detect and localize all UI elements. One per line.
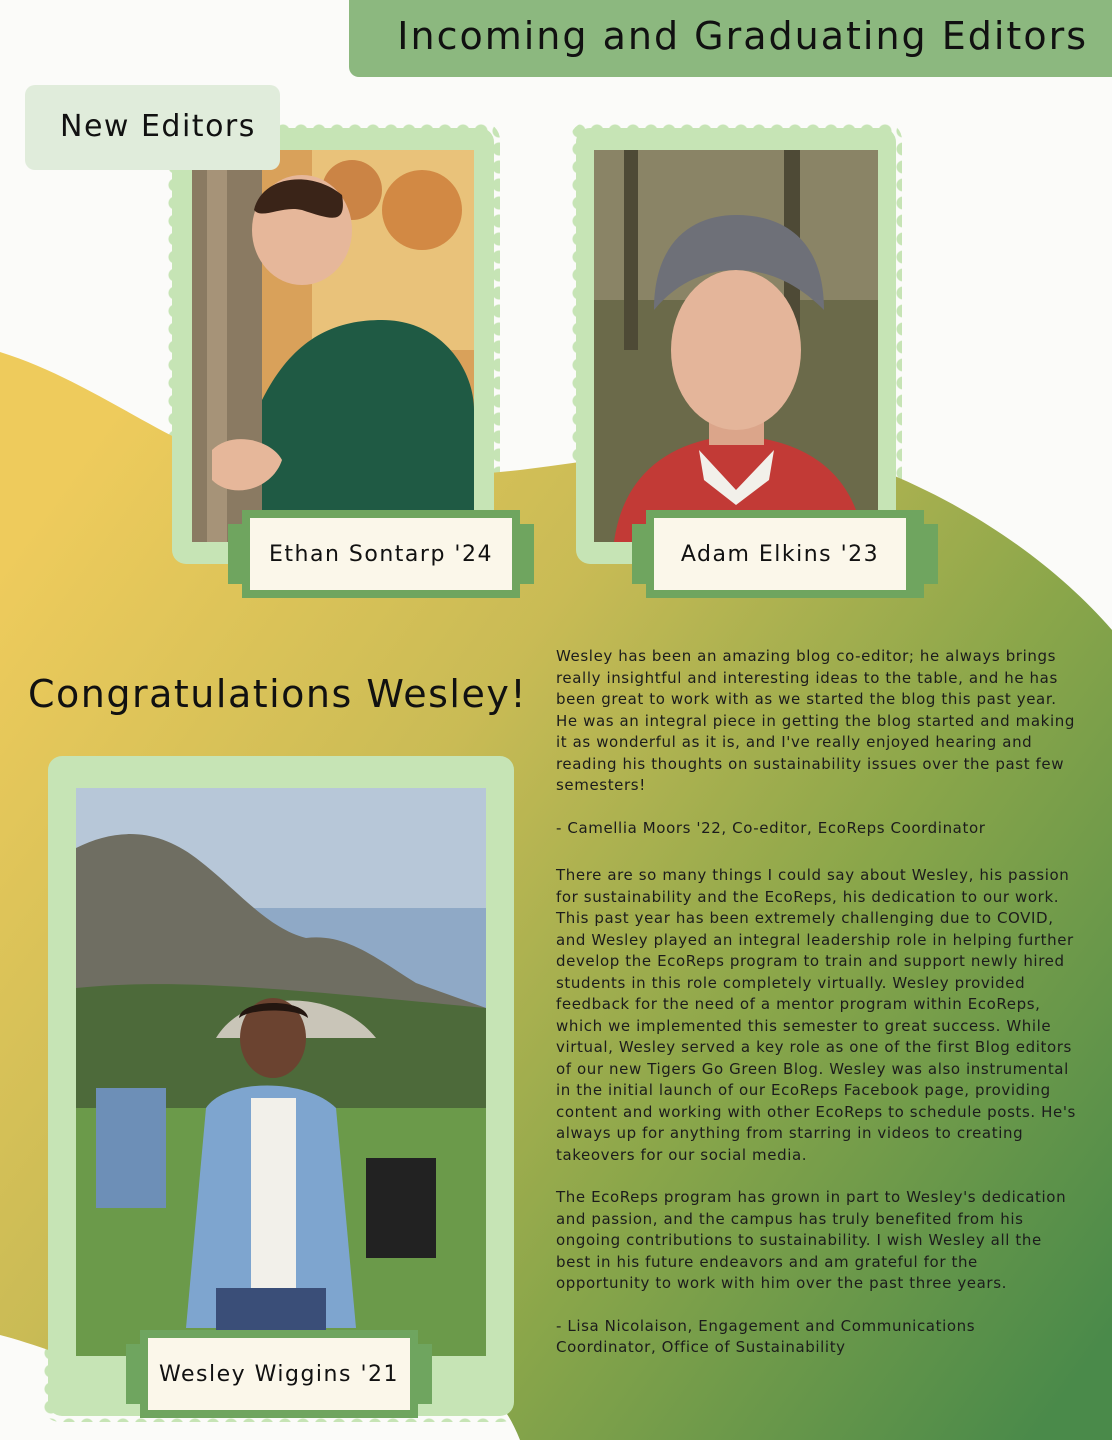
new-editors-label: New Editors bbox=[60, 109, 256, 144]
tribute-paragraph-3: The EcoReps program has grown in part to Wesley's dedication and passion, and the campus has truly benefited from his ongoing contributions to sustainability. I wish Wesley all the best in his future endeavors and am grateful for the opportunity to work with him over the past three years. bbox=[556, 1188, 1067, 1292]
tribute-paragraph-1: Wesley has been an amazing blog co-editor; he always brings really insightful and interesting ideas to the table, and he has been great to work with as we started the blog this past year. He was an integral piece in getting the blog started and making it as wonderful as it is, and I've really enjoyed hearing and reading his thoughts on sustainability issues over the past few semesters! bbox=[556, 647, 1075, 794]
name-plate-wesley: Wesley Wiggins '21 bbox=[148, 1338, 410, 1410]
tribute-signature-1: - Camellia Moors '22, Co-editor, EcoReps Coordinator bbox=[556, 818, 986, 837]
header-banner bbox=[349, 0, 1112, 77]
page-title: Incoming and Graduating Editors bbox=[397, 14, 1088, 58]
congratulations-heading: Congratulations Wesley! bbox=[28, 672, 528, 716]
name-plate-ethan: Ethan Sontarp '24 bbox=[250, 518, 512, 590]
new-editors-tag bbox=[25, 85, 280, 170]
photo-ethan bbox=[192, 150, 474, 542]
name-plate-adam: Adam Elkins '23 bbox=[654, 518, 906, 590]
tribute-article bbox=[556, 646, 1076, 1385]
photo-adam bbox=[594, 150, 878, 542]
tribute-signature-2: - Lisa Nicolaison, Engagement and Communications Coordinator, Office of Sustainability bbox=[556, 1316, 976, 1356]
tribute-paragraph-2: There are so many things I could say about Wesley, his passion for sustainability and the EcoReps, his dedication to our work. This past year has been extremely challenging due to COVID, and Wesley played an integral leadership role in helping further develop the EcoReps program to train and support newly hired students in this role completely virtually. Wesley provided feedback for the need of a mentor program within EcoReps, which we implemented this semester to great success. While virtual, Wesley served a key role as one of the first Blog editors of our new Tigers Go Green Blog. Wesley was also instrumental in the initial launch of our EcoReps Facebook page, providing content and working with other EcoReps to schedule posts. He's always up for anything from starring in videos to creating takeovers for our social media. bbox=[556, 866, 1076, 1164]
photo-wesley bbox=[76, 788, 486, 1356]
